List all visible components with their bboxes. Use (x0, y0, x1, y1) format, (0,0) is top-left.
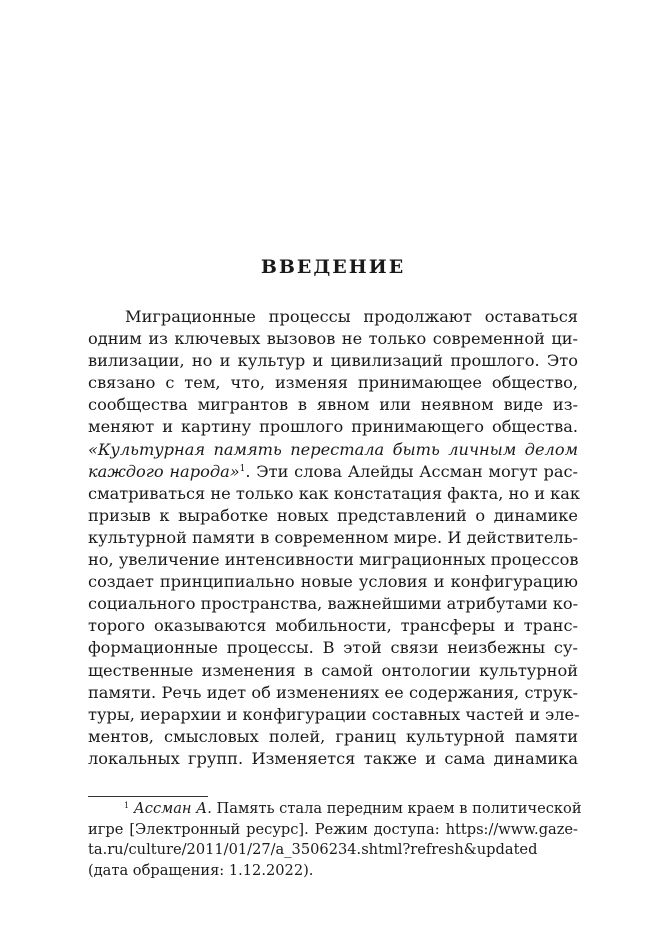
quote-line: «Культурная память перестала быть личным делом (88, 439, 578, 459)
body-text (88, 306, 581, 770)
text-line: туры, иерархии и конфигурации составных частей и эле- (88, 704, 580, 724)
text-line: вилизации, но и культур и цивилизаций прошлого. Это (88, 351, 578, 371)
footnote (88, 799, 582, 881)
footnote-author: Ассман А. (133, 800, 212, 817)
footnote-line: игре [Электронный ресурс]. Режим доступа: https://www.gaze- (88, 820, 578, 838)
text-line: Миграционные процессы продолжают оставаться (125, 307, 578, 326)
footnote-ref: 1 (239, 463, 246, 474)
text-line (88, 461, 578, 483)
text-line: формационные процессы. В этой связи неизбежны су- (88, 638, 578, 658)
text-line: памяти. Речь идет об изменениях ее содержания, струк- (88, 682, 578, 702)
text-line: создает принципиально новые условия и конфигурацию (88, 572, 578, 592)
chapter-heading: ВВЕДЕНИЕ (260, 256, 406, 278)
footnote-line (88, 799, 582, 820)
text-line: ментов, смысловых полей, границ культурной памяти (88, 726, 578, 746)
text-line: торого оказываются мобильности, трансферы и транс- (88, 616, 578, 636)
text-line: одним из ключевых вызовов не только современной ци- (88, 329, 578, 349)
footnote-marker: 1 (124, 801, 130, 810)
footnote-divider (88, 796, 208, 797)
text-line-rest: . Эти слова Алейды Ассман могут рас- (245, 461, 579, 481)
text-line: сматриваться не только как констатация факта, но и как (88, 483, 581, 503)
text-line: сообщества мигрантов в явном или неявном виде из- (88, 395, 578, 415)
quote-end: каждого народа» (88, 461, 240, 481)
text-line: призыв к выработке новых представлений о динамике (88, 505, 578, 525)
text-line: связано с тем, что, изменяя принимающее общество, (88, 373, 578, 393)
text-line: но, увеличение интенсивности миграционных процессов (88, 550, 579, 570)
text-line: культурной памяти в современном мире. И действитель- (88, 527, 578, 547)
text-line: щественные изменения в самой онтологии культурной (88, 660, 578, 680)
footnote-link: ta.ru/culture/2011/01/27/a_3506234.shtml?refresh&updated (88, 841, 538, 858)
text-line: локальных групп. Изменяется также и сама динамика (88, 748, 578, 768)
text-line: меняют и картину прошлого принимающего общества. (88, 417, 578, 437)
footnote-text: Память стала передним краем в политической (211, 800, 582, 817)
text-line: социального пространства, важнейшими атрибутами ко- (88, 594, 579, 614)
footnote-line: (дата обращения: 1.12.2022). (88, 861, 314, 879)
